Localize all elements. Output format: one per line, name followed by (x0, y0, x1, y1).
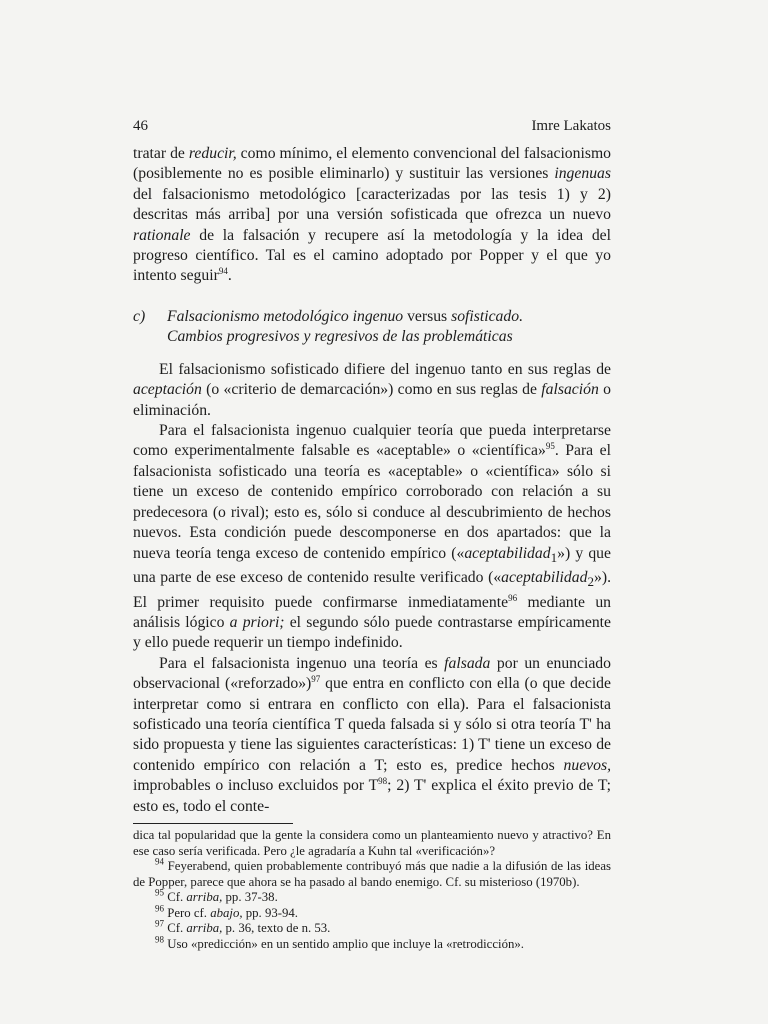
footnote-text: Feyerabend, quien probablemente contribuyó más que nadie a la difusión de las ideas de Popper, parece que ahora se ha pasado al bando enemigo. Cf. su misterioso (1970b). (133, 859, 611, 889)
footnote-ref: 96 (508, 592, 518, 603)
footnote-text: p. 36, texto de n. 53. (222, 921, 331, 936)
text-run: . (227, 267, 232, 285)
body-text (133, 144, 611, 817)
section-title-part: sofisticado. (451, 307, 523, 325)
footnote-ref: 98 (378, 776, 388, 787)
text-run: . Para el falsacionista sofisticado una teoría es «aceptable» o «científica» sólo si tiene un exceso de contenido empírico corroborado con relación a su predecesora (o rival); esto es, sólo si conduce al descubrimiento de hechos nuevos. Esta condición puede descomponerse en dos apartados: que la nueva teoría tenga exceso de contenido empírico (« (133, 442, 611, 562)
footnote-divider (133, 823, 293, 824)
text-run: del falsacionismo metodológico [caracterizadas por las tesis 1) y 2) descritas más arriba] por una versión sofisticada que ofrezca un nuevo (133, 185, 611, 224)
footnote-ref: 95 (545, 441, 555, 452)
footnote-text: pp. 37-38. (222, 890, 278, 905)
subscript: 2 (587, 574, 594, 590)
text-run: ; 2) T' explica el éxito previo de T; esto es, todo el conte- (133, 777, 611, 815)
emphasis: abajo, (210, 905, 243, 920)
footnote-ref: 94 (218, 266, 228, 277)
text-run: Para el falsacionista ingenuo una teoría es (159, 654, 445, 672)
emphasis: rationale (133, 226, 191, 244)
emphasis: aceptabilidad (464, 544, 551, 562)
text-run: el segundo sólo puede contrastarse empíricamente y ello puede requerir un tiempo indefinido. (133, 614, 611, 652)
footnote-text: pp. 93-94. (242, 905, 299, 920)
text-run: o eliminación. (133, 381, 611, 419)
emphasis: arriba, (186, 890, 223, 905)
section-heading (133, 307, 611, 347)
paragraph (133, 360, 611, 421)
text-run: El falsacionismo sofisticado difiere del ingenuo tanto en sus reglas de (159, 360, 611, 378)
footnote-94 (133, 856, 611, 890)
emphasis: aceptabilidad (501, 569, 588, 587)
footnote-number: 98 (155, 934, 164, 945)
text-run: (o «criterio de demarcación») como en sus reglas de (201, 381, 542, 399)
footnote-number: 94 (155, 856, 164, 867)
text-run: como mínimo, el elemento convencional del falsacionismo (posiblemente no es posible eliminarlo) y sustituir las versiones (133, 145, 612, 183)
footnotes (133, 828, 611, 952)
footnote-text: Cf. (164, 921, 187, 936)
section-title-part: Falsacionismo metodológico ingenuo (167, 307, 404, 325)
emphasis: ingenuas (554, 165, 611, 183)
text-run: por un enunciado observacional («reforzado») (133, 654, 611, 693)
paragraph (133, 654, 611, 817)
emphasis: falsada (444, 654, 491, 672)
footnote-98 (133, 934, 611, 953)
footnote-text: Cf. (164, 890, 187, 905)
page-number: 46 (133, 118, 148, 134)
page-header (133, 118, 611, 135)
book-page (133, 118, 611, 952)
text-run: mediante un análisis lógico (133, 593, 612, 631)
text-run: tratar de (133, 145, 189, 162)
footnote-97 (133, 918, 611, 937)
emphasis: falsación (541, 381, 599, 399)
footnote-95 (133, 887, 611, 906)
footnote-number: 96 (155, 903, 164, 914)
text-run: improbables o incluso excluidos por T (133, 777, 379, 795)
footnote-text: Uso «predicción» en un sentido amplio que incluye la «retrodicción». (164, 936, 524, 951)
subscript: 1 (550, 549, 558, 565)
emphasis: nuevos, (563, 756, 611, 774)
emphasis: reducir, (188, 145, 237, 162)
footnote-96 (133, 903, 611, 922)
text-run: de la falsación y recupere así la metodología y la idea del progreso científico. Tal es el camino adoptado por Popper y el que yo intento seguir (133, 226, 611, 285)
footnote-text: Pero cf. (164, 905, 211, 920)
emphasis: aceptación (133, 381, 202, 399)
footnote-ref: 97 (311, 673, 321, 684)
text-run: que entra en conflicto con ella (o que decide interpretar como si entrara en conflicto con ella). Para el falsacionista sofisticado una teoría científica T queda falsada si y sólo si otra teoría T' ha sido propuesta y tiene las siguientes características: 1) T' tiene un exceso de contenido empírico con relación a T; esto es, predice hechos (133, 675, 611, 774)
section-subtitle: Cambios progresivos y regresivos de las problemáticas (167, 327, 513, 345)
footnote-number: 95 (155, 887, 164, 898)
footnote-continuation: dica tal popularidad que la gente la considera como un planteamiento nuevo y atractivo? En ese caso sería verificada. Pero ¿le agradaría a Kuhn tal «verificación»? (133, 828, 611, 858)
emphasis: arriba, (186, 921, 223, 936)
paragraph (133, 421, 611, 654)
footnote-number: 97 (155, 918, 164, 929)
paragraph (133, 144, 611, 287)
text-run: Para el falsacionista ingenuo cualquier teoría que pueda interpretarse como experimentalmente falsable es «aceptable» o «científica» (133, 422, 611, 460)
running-title: Imre Lakatos (531, 118, 611, 134)
section-title-part: versus (403, 307, 452, 325)
section-letter: c) (133, 307, 146, 325)
emphasis: a priori; (229, 614, 285, 631)
text-run: ») y que una parte de ese exceso de contenido resulte verificado (« (133, 544, 611, 587)
text-run: »). El primer requisito puede confirmarse inmediatamente (133, 569, 611, 611)
